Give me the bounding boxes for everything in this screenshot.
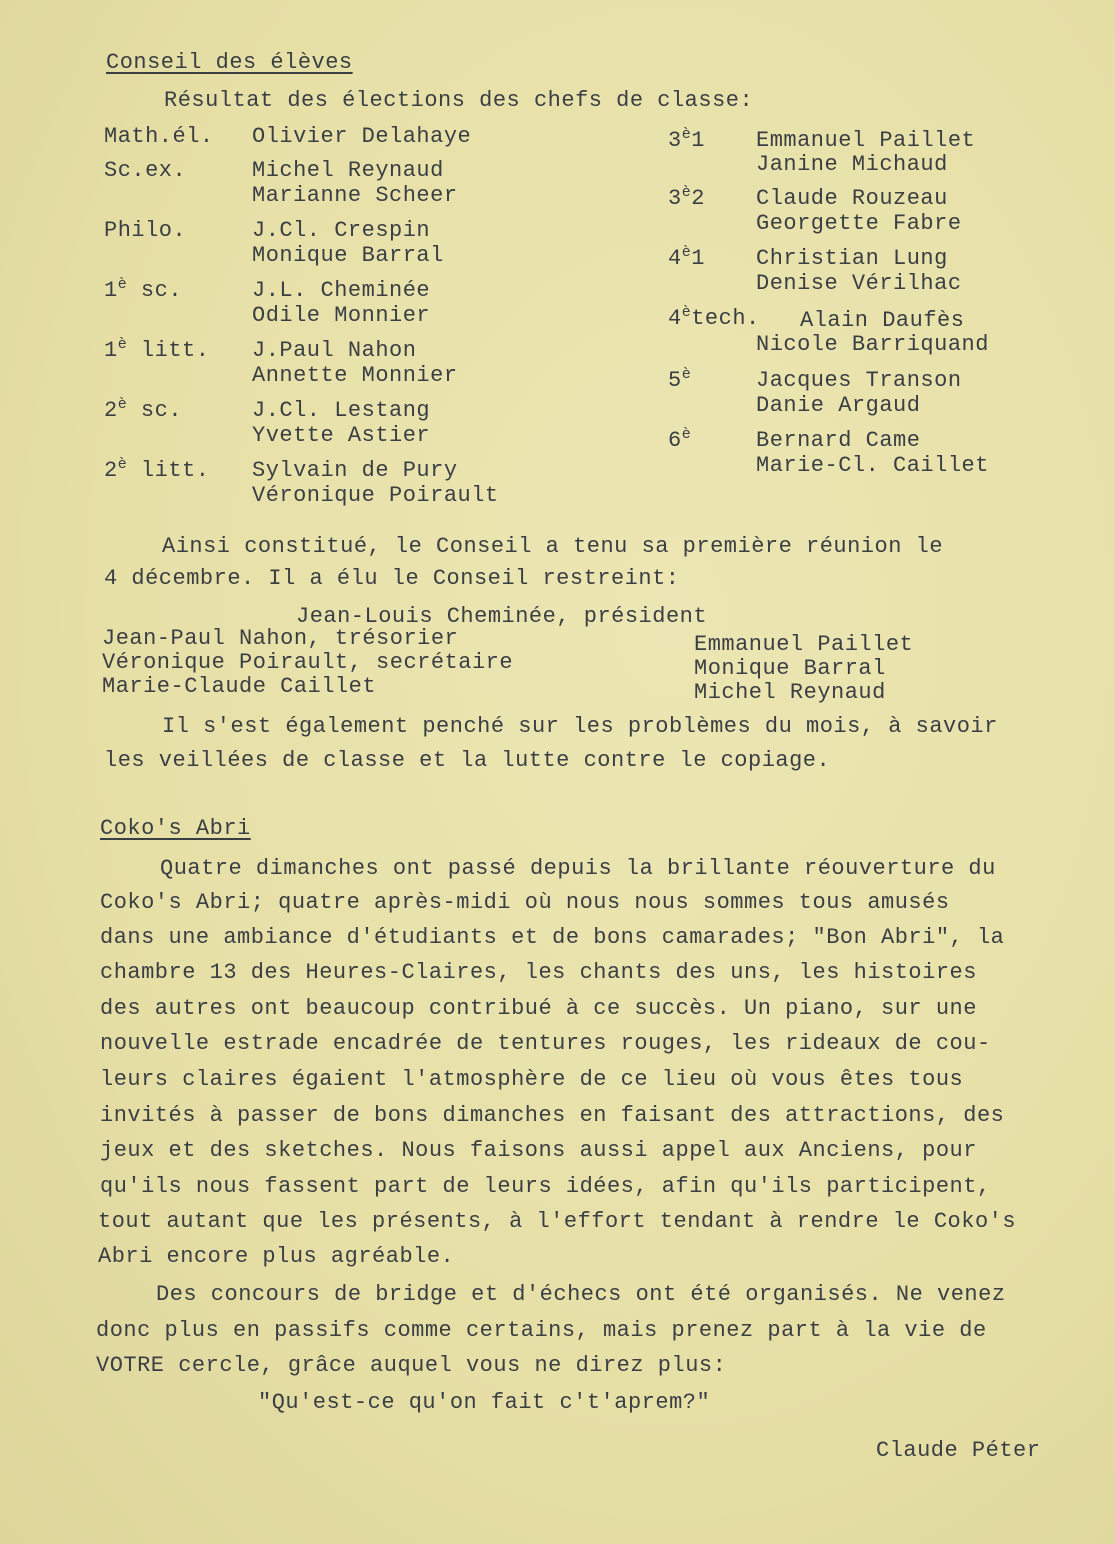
paragraph-line: VOTRE cercle, grâce auquel vous ne direz plus: [96,1353,727,1378]
class-name: Annette Monnier [252,363,458,388]
section-heading-conseil: Conseil des élèves [106,50,353,75]
class-name: Claude Rouzeau [756,186,948,211]
paragraph-line: Des concours de bridge et d'échecs ont été organisés. Ne venez [156,1282,1006,1307]
class-label: Math.él. [104,124,214,149]
class-name: Danie Argaud [756,393,921,418]
class-label: $2^è$ sc. [104,396,183,423]
class-name: Bernard Came [756,428,921,453]
paragraph-line: 4 décembre. Il a élu le Conseil restreint: [104,566,680,591]
council-member: Marie-Claude Caillet [102,674,377,699]
class-name: Sylvain de Pury [252,458,458,483]
class-label: $3^è2$ [668,184,705,211]
paragraph-line: nouvelle estrade encadrée de tentures rouges, les rideaux de cou- [100,1031,991,1056]
paragraph-line: jeux et des sketches. Nous faisons aussi appel aux Anciens, pour [100,1138,977,1163]
class-name: J.Paul Nahon [252,338,417,363]
class-name: Véronique Poirault [252,483,499,508]
council-member: Michel Reynaud [694,680,886,705]
paragraph-line: Quatre dimanches ont passé depuis la brillante réouverture du [160,856,996,881]
class-label: $3^è1$ [668,126,705,153]
class-name: J.Cl. Crespin [252,218,431,243]
class-name: Nicole Barriquand [756,332,989,357]
council-member: Emmanuel Paillet [694,632,914,657]
class-name: Marie-Cl. Caillet [756,453,989,478]
class-name: Odile Monnier [252,303,431,328]
paragraph-line: invités à passer de bons dimanches en faisant des attractions, des [100,1103,1005,1128]
class-name: Michel Reynaud [252,158,444,183]
election-intro: Résultat des élections des chefs de classe: [164,88,754,113]
class-name: Olivier Delahaye [252,124,472,149]
class-label: $5^è$ [668,366,692,393]
class-label: $1^è$ sc. [104,276,183,303]
paragraph-line: Il s'est également penché sur les problèmes du mois, à savoir [162,714,998,739]
paragraph-line: Abri encore plus agréable. [98,1244,455,1269]
class-label: Sc.ex. [104,158,187,183]
paragraph-line: des autres ont beaucoup contribué à ce succès. Un piano, sur une [100,996,977,1021]
class-name: Denise Vérilhac [756,271,962,296]
signature: Claude Péter [876,1438,1041,1463]
class-name: Georgette Fabre [756,211,962,236]
paragraph-line: Ainsi constitué, le Conseil a tenu sa première réunion le [162,534,944,559]
class-name: Christian Lung [756,246,948,271]
paragraph-line: Coko's Abri; quatre après-midi où nous nous sommes tous amusés [100,890,950,915]
class-label: $1^è$ litt. [104,336,210,363]
paragraph-line: dans une ambiance d'étudiants et de bons camarades; "Bon Abri", la [100,925,1005,950]
council-member: Véronique Poirault, secrétaire [102,650,514,675]
class-name: Yvette Astier [252,423,431,448]
class-name: J.Cl. Lestang [252,398,431,423]
class-name: Jacques Transon [756,368,962,393]
class-name: Alain Daufès [800,308,965,333]
class-name: J.L. Cheminée [252,278,431,303]
class-label: $6^è$ [668,426,692,453]
section-heading-coko: Coko's Abri [100,816,251,841]
class-name: Janine Michaud [756,152,948,177]
council-member: Monique Barral [694,656,886,681]
council-president: Jean-Louis Cheminée, président [296,604,708,629]
class-label: $4^ètech$. [668,304,760,331]
paragraph-line: les veillées de classe et la lutte contre le copiage. [104,748,831,773]
class-name: Marianne Scheer [252,183,458,208]
class-name: Monique Barral [252,243,444,268]
paragraph-line: leurs claires égaient l'atmosphère de ce lieu où vous êtes tous [100,1067,964,1092]
council-member: Jean-Paul Nahon, trésorier [102,626,459,651]
paragraph-line: tout autant que les présents, à l'effort tendant à rendre le Coko's [98,1209,1017,1234]
class-label: Philo. [104,218,187,243]
class-label: $2^è$ litt. [104,456,210,483]
class-name: Emmanuel Paillet [756,128,976,153]
paragraph-line: qu'ils nous fassent part de leurs idées, afin qu'ils participent, [100,1174,991,1199]
class-label: $4^è1$ [668,244,705,271]
paragraph-line: donc plus en passifs comme certains, mais prenez part à la vie de [96,1318,987,1343]
paragraph-line: chambre 13 des Heures-Claires, les chants des uns, les histoires [100,960,977,985]
closing-quote: "Qu'est-ce qu'on fait c't'aprem?" [258,1390,711,1415]
